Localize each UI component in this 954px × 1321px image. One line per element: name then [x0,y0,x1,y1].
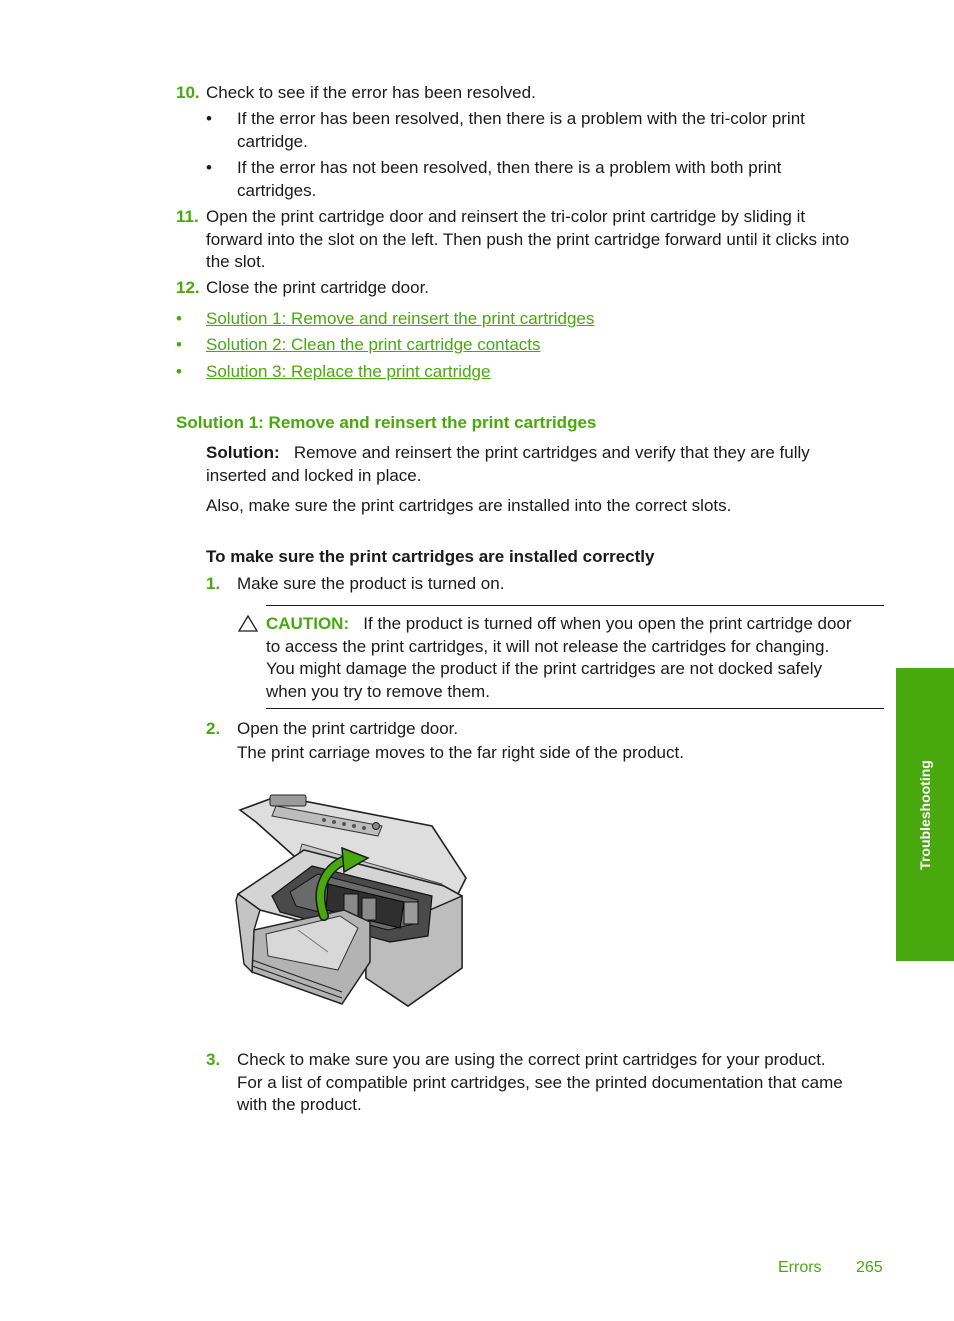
text-line: forward into the slot on the left. Then push the print cartridge forward until it clicks into [206,229,850,249]
warning-triangle-icon [238,615,258,632]
footer-section: Errors [778,1259,822,1276]
link-solution-3[interactable]: Solution 3: Replace the print cartridge [206,362,491,381]
solution-label: Solution: [206,443,280,462]
step-text: Close the print cartridge door. [206,278,430,297]
caution-top-rule [266,605,884,606]
text-line: You might damage the product if the print cartridges are not docked safely [266,659,822,678]
step-number: 3. [206,1050,221,1069]
bullet-marker: • [176,335,182,354]
step-number: 2. [206,719,221,738]
text-line: If the error has not been resolved, then there is a problem with both print [237,158,782,177]
also-text: Also, make sure the print cartridges are installed into the correct slots. [206,496,732,515]
text-line: Open the print cartridge door and reinsert the tri-color print cartridge by sliding it [206,207,806,226]
sub-bullet-text [237,108,805,153]
caution-bottom-rule [266,708,884,709]
text-line: Open the print cartridge door. [237,719,459,738]
sub-bullet-text [237,157,781,202]
text-line: to access the print cartridges, it will not release the cartridges for changing. [266,636,830,656]
step-text: Make sure the product is turned on. [237,574,505,593]
text-line: For a list of compatible print cartridges, see the printed documentation that came [237,1072,843,1092]
section-heading: Solution 1: Remove and reinsert the print cartridges [176,413,597,432]
bullet-marker: • [206,158,212,177]
caution-text [266,613,891,703]
step-text [237,718,684,764]
step-text [206,206,896,274]
text-line: with the product. [237,1095,362,1114]
side-tab [896,668,954,961]
step-number: 10. [176,83,200,102]
link-solution-1[interactable]: Solution 1: Remove and reinsert the print cartridges [206,309,595,328]
text-line: inserted and locked in place. [206,465,422,485]
text-line: cartridges. [237,180,317,200]
text-line: cartridge. [237,131,308,151]
printer-illustration [232,792,472,1014]
caution-label: CAUTION: [266,614,350,633]
procedure-heading: To make sure the print cartridges are installed correctly [206,547,655,566]
bullet-marker: • [176,362,182,381]
step-text: Check to see if the error has been resolved. [206,83,536,102]
solution-paragraph [206,442,896,487]
bullet-marker: • [206,109,212,128]
page-number: 265 [856,1259,883,1276]
link-solution-2[interactable]: Solution 2: Clean the print cartridge contacts [206,335,541,354]
step-number: 12. [176,278,200,297]
side-tab-label: Troubleshooting [916,759,933,870]
text-line: If the product is turned off when you open the print cartridge door [363,614,852,633]
text-line: The print carriage moves to the far right side of the product. [237,742,684,762]
text-line: Check to make sure you are using the correct print cartridges for your product. [237,1050,826,1069]
step-number: 11. [176,207,199,226]
step-number: 1. [206,574,221,593]
bullet-marker: • [176,309,182,328]
text-line: the slot. [206,252,266,271]
text-line: If the error has been resolved, then there is a problem with the tri-color print [237,109,805,128]
step-text [237,1049,892,1117]
text-line: when you try to remove them. [266,681,490,701]
text-line: Remove and reinsert the print cartridges and verify that they are fully [293,443,810,462]
